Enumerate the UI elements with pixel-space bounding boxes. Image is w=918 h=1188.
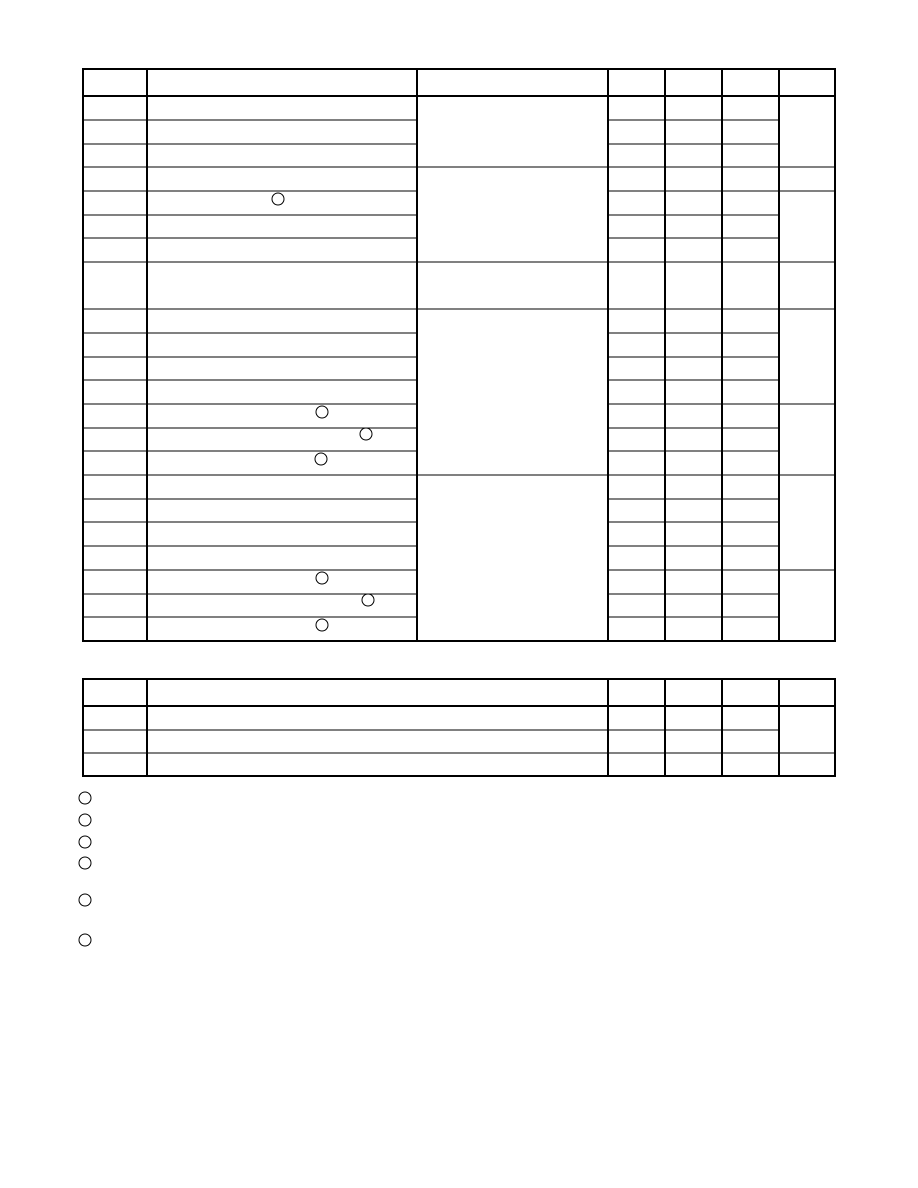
footnote-marker-circle: [79, 857, 91, 869]
note-marker-circle: [360, 428, 372, 440]
footnote-marker-circle: [79, 814, 91, 826]
footnote-marker-circle: [79, 934, 91, 946]
footnote-marker-circle: [79, 836, 91, 848]
note-marker-circle: [272, 193, 284, 205]
footnote-marker-circle: [79, 894, 91, 906]
main-table: [83, 69, 835, 641]
note-marker-circle: [362, 594, 374, 606]
note-marker-circle: [316, 406, 328, 418]
secondary-table: [83, 679, 835, 776]
note-marker-circle: [316, 619, 328, 631]
note-marker-circle: [316, 572, 328, 584]
footnote-marker-circle: [79, 792, 91, 804]
note-marker-circle: [315, 453, 327, 465]
